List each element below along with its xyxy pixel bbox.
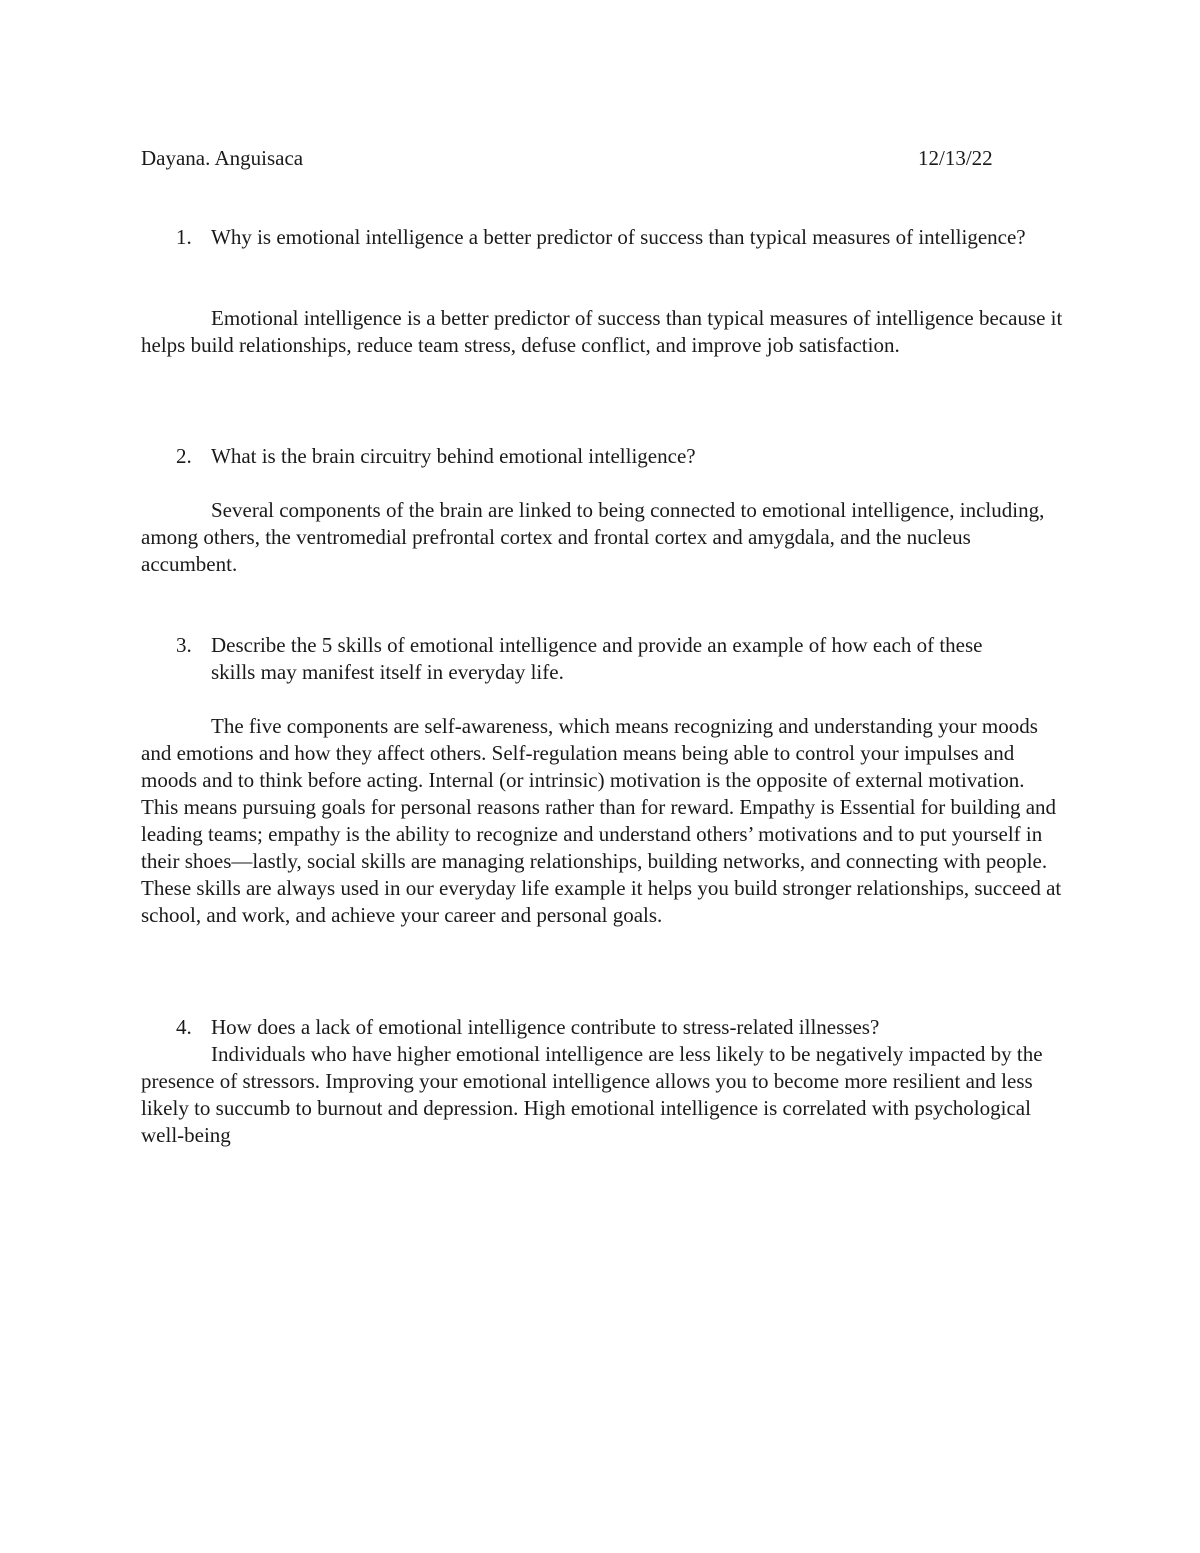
- question-number: 3.: [176, 633, 192, 657]
- question-text: Why is emotional intelligence a better predictor of success than typical measures of intelligence?: [211, 225, 1026, 249]
- answer-paragraph: The five components are self-awareness, which means recognizing and understanding your moods and emotions and how they affect others. Self-regulation means being able to control your impulses and moods and to think before acting. Internal (or intrinsic) motivation is the opposite of external motivation. This means pursuing goals for personal reasons rather than for reward. Empathy is Essential for building and leading teams; empathy is the ability to recognize and understand others’ motivations and to put yourself in their shoes—lastly, social skills are managing relationships, building networks, and connecting with people. These skills are always used in our everyday life example it helps you build stronger relationships, succeed at school, and work, and achieve your career and personal goals.: [141, 714, 1062, 927]
- question-text: What is the brain circuitry behind emotional intelligence?: [211, 444, 696, 468]
- author-name: Dayana. Anguisaca: [141, 146, 304, 170]
- answer-paragraph: Emotional intelligence is a better predictor of success than typical measures of intelligence because it helps build relationships, reduce team stress, defuse conflict, and improve job satisfaction.: [141, 306, 1063, 357]
- question-text: Describe the 5 skills of emotional intelligence and provide an example of how each of these skills may manifest itself in everyday life.: [211, 633, 983, 684]
- answer-paragraph: Individuals who have higher emotional intelligence are less likely to be negatively impacted by the presence of stressors. Improving your emotional intelligence allows you to become more resilient and less likely to succumb to burnout and depression. High emotional intelligence is correlated with psychological well-being: [141, 1042, 1043, 1147]
- question-number: 2.: [176, 444, 192, 468]
- question-item: [141, 224, 1041, 251]
- question-item: [141, 632, 1041, 686]
- question-item: [141, 1014, 1041, 1041]
- question-number: 4.: [176, 1015, 192, 1039]
- document-date: 12/13/22: [918, 146, 993, 170]
- answer-paragraph: Several components of the brain are linked to being connected to emotional intelligence, including, among others, the ventromedial prefrontal cortex and frontal cortex and amygdala, and the nucleus accumbent.: [141, 498, 1045, 576]
- question-text: How does a lack of emotional intelligence contribute to stress-related illnesses?: [211, 1015, 880, 1039]
- question-item: [141, 443, 1041, 470]
- question-number: 1.: [176, 225, 192, 249]
